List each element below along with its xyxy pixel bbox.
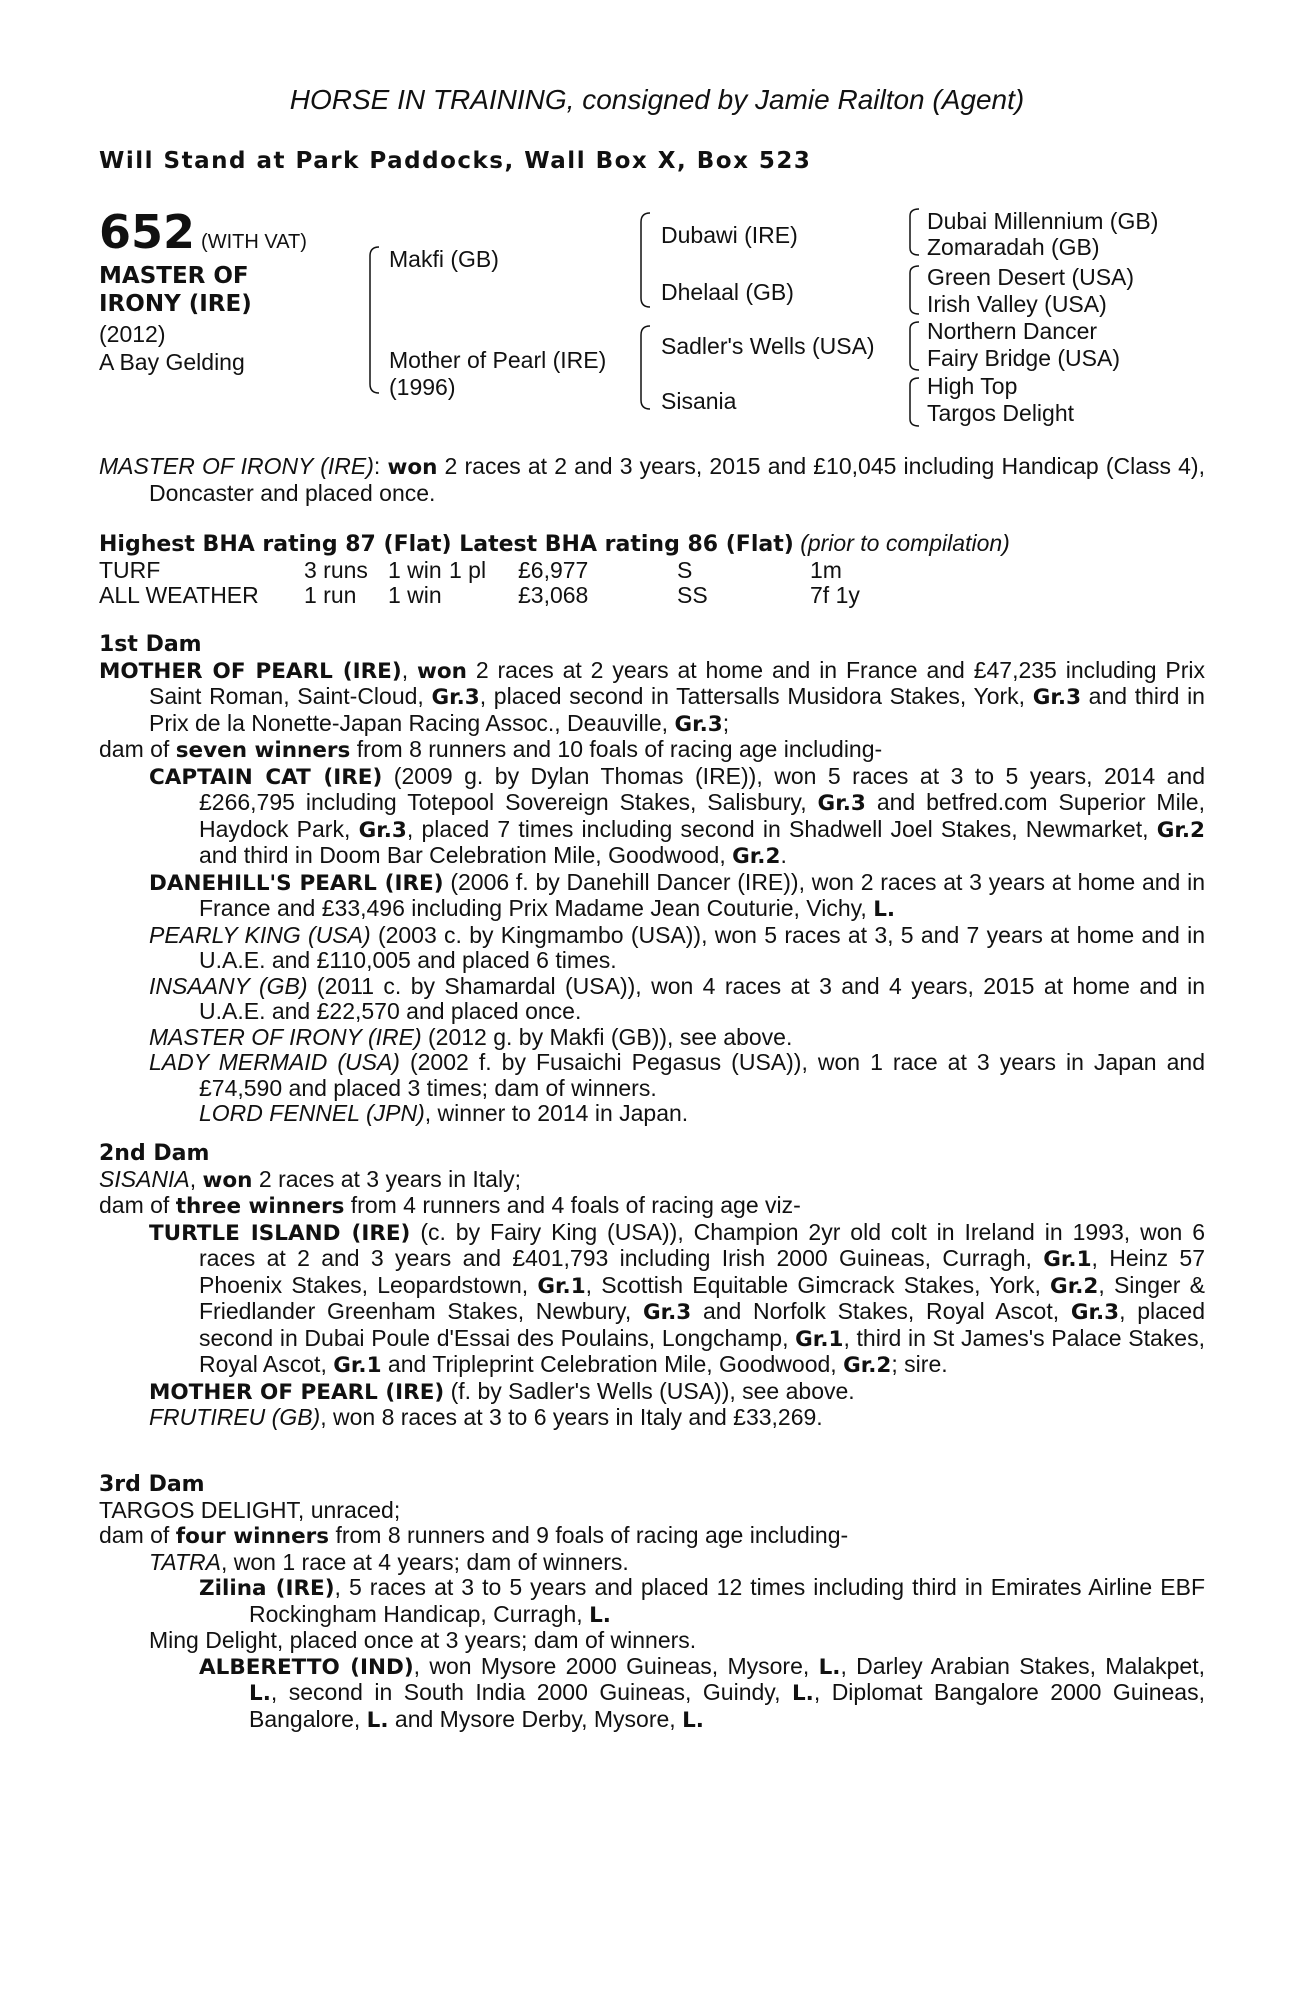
bracket-gen3c — [905, 321, 921, 371]
table-row — [99, 558, 860, 583]
winners-count: seven winners — [175, 738, 351, 763]
grade-label: Gr.2 — [732, 844, 781, 869]
progeny-entry — [99, 1220, 1205, 1379]
progeny-name: PEARLY KING (USA) — [149, 921, 371, 948]
progeny-entry — [99, 1405, 1205, 1431]
progeny-name: FRUTIREU (GB) — [149, 1404, 321, 1430]
progeny-entry — [99, 1050, 1205, 1101]
grade-label: Gr.3 — [817, 791, 866, 816]
grade-label: Gr.1 — [537, 1273, 586, 1299]
progeny-name: MASTER OF IRONY (IRE) — [149, 1023, 422, 1050]
progeny-name: TATRA — [149, 1548, 221, 1575]
horse-description: A Bay Gelding — [99, 349, 245, 375]
consignor-heading: HORSE IN TRAINING, consigned by Jamie Railton (Agent) — [289, 84, 1025, 115]
record-earnings: £3,068 — [518, 581, 589, 608]
record-going: SS — [677, 581, 708, 608]
dam1-text: and third in Prix de la Nonette-Japan Racing Assoc., Deauville, — [149, 683, 1205, 736]
ratings-block — [99, 531, 1205, 608]
lot-number: 652 — [99, 205, 196, 259]
progeny-text: (2003 c. by Kingmambo (USA)), won 5 races at 3, 5 and 7 years at home and in U.A.E. and £110,005 and placed 6 times. — [199, 921, 1205, 973]
progeny-text: and betfred.com Superior Mile, Haydock Park, — [199, 789, 1205, 842]
winners-count: four winners — [175, 1524, 330, 1549]
sire-dam: Dhelaal (GB) — [661, 279, 794, 305]
progeny-entry — [99, 974, 1205, 1025]
sire: Makfi (GB) — [389, 246, 499, 272]
table-row — [99, 583, 860, 608]
record-going: S — [677, 556, 693, 583]
progeny-text: , Diplomat Bangalore 2000 Guineas, Bangalore, — [249, 1679, 1205, 1732]
dam2-name: SISANIA — [99, 1165, 190, 1192]
race-record-table — [99, 558, 860, 608]
progeny-entry — [99, 923, 1205, 974]
grade-label: L. — [818, 1654, 841, 1680]
progeny-text: (2006 f. by Danehill Dancer (IRE)), won 2 races at 3 years at home and in France and £33,496 including Prix Madame Jean Couturie, Vichy, — [199, 868, 1205, 921]
progeny-entry: Ming Delight, placed once at 3 years; dam of winners. — [149, 1627, 697, 1653]
grade-label: Gr.1 — [795, 1326, 844, 1352]
dam1-text: ; — [722, 709, 730, 736]
bracket-gen3b — [905, 265, 921, 315]
summary-horse: MASTER OF IRONY (IRE) — [99, 453, 374, 479]
record-wins: 1 win — [388, 556, 442, 583]
record-runs: 3 runs — [304, 556, 368, 583]
dam2-text: 2 races at 3 years in Italy; — [252, 1165, 521, 1192]
grade-label: Gr.3 — [1032, 685, 1082, 710]
horse-name-line1: MASTER OF — [99, 263, 249, 289]
grade-label: Gr.2 — [1156, 817, 1205, 843]
progeny-text: , Darley Arabian Stakes, Malakpet, — [840, 1652, 1205, 1679]
progeny-entry — [99, 870, 1205, 923]
progeny-entry — [99, 1550, 1205, 1576]
lot-block — [99, 205, 307, 259]
horse-info — [99, 320, 245, 376]
progeny-text: (2012 g. by Makfi (GB)), see above. — [421, 1023, 793, 1050]
dam-of-text: from 4 runners and 4 foals of racing age viz- — [344, 1192, 801, 1218]
gen3-8: Targos Delight — [927, 400, 1075, 426]
foaling-year: (2012) — [99, 321, 166, 347]
dam3-line: TARGOS DELIGHT, unraced; — [99, 1496, 401, 1523]
bracket-gen2b — [636, 325, 652, 410]
progeny-name: ALBERETTO (IND) — [199, 1654, 414, 1680]
horse-name — [99, 262, 329, 318]
progeny-name: DANEHILL'S PEARL (IRE) — [149, 870, 444, 896]
progeny-text: , 5 races at 3 to 5 years and placed 12 times including third in Emirates Airline EBF Rockingham Handicap, Curragh, — [249, 1574, 1205, 1627]
grade-label: L. — [873, 897, 896, 922]
third-dam-section — [99, 1472, 1205, 1733]
dam-sire: Sadler's Wells (USA) — [661, 333, 875, 359]
progeny-text: . — [780, 842, 787, 868]
dam-dam: Sisania — [661, 388, 737, 414]
second-dam-heading: 2nd Dam — [99, 1141, 210, 1166]
grade-label: Gr.2 — [843, 1353, 892, 1378]
grade-label: Gr.3 — [642, 1300, 692, 1325]
gen3-4: Irish Valley (USA) — [927, 291, 1107, 317]
record-placed — [449, 583, 518, 608]
horse-name-line2: IRONY (IRE) — [99, 291, 252, 317]
dam2-won: won — [202, 1167, 253, 1193]
progeny-text: , Singer & Friedlander Greenham Stakes, Newbury, — [199, 1271, 1206, 1324]
gen3-3: Green Desert (USA) — [927, 264, 1135, 290]
grade-label: L. — [249, 1681, 271, 1706]
progeny-entry — [99, 764, 1205, 870]
grade-label: Gr.3 — [1070, 1300, 1120, 1325]
progeny-name: INSAANY (GB) — [149, 972, 308, 999]
progeny-name: LORD FENNEL (JPN) — [199, 1100, 425, 1126]
progeny-text: , third in St James's Palace Stakes, Royal Ascot, — [199, 1324, 1205, 1377]
ratings-note: (prior to compilation) — [800, 530, 1010, 556]
grade-label: Gr.2 — [1050, 1273, 1099, 1299]
bha-ratings: Highest BHA rating 87 (Flat) Latest BHA rating 86 (Flat) — [99, 532, 794, 557]
record-surface: TURF — [99, 556, 161, 583]
progeny-text: (2011 c. by Shamardal (USA)), won 4 races at 3 and 4 years, 2015 at home and in U.A.E. and £22,570 and placed once. — [199, 972, 1205, 1024]
gen3-6: Fairy Bridge (USA) — [927, 345, 1120, 371]
grade-label: L. — [366, 1707, 389, 1733]
grade-label: Gr.3 — [431, 685, 480, 710]
first-dam-heading: 1st Dam — [99, 632, 202, 657]
dam-of-text: from 8 runners and 9 foals of racing age including- — [329, 1522, 849, 1548]
progeny-name: Zilina (IRE) — [199, 1576, 335, 1601]
bracket-gen1 — [365, 246, 381, 394]
progeny-text: , won 8 races at 3 to 6 years in Italy and £33,269. — [320, 1404, 823, 1430]
grade-label: Gr.3 — [358, 817, 407, 843]
progeny-text: and Mysore Derby, Mysore, — [388, 1705, 683, 1732]
dam: Mother of Pearl (IRE) — [389, 347, 607, 373]
progeny-name: MOTHER OF PEARL (IRE) — [149, 1379, 445, 1405]
gen3-2: Zomaradah (GB) — [927, 234, 1100, 260]
dam-of-text: dam of — [99, 1192, 176, 1218]
grade-label: L. — [589, 1602, 611, 1628]
progeny-name: TURTLE ISLAND (IRE) — [149, 1220, 411, 1246]
winners-count: three winners — [175, 1194, 345, 1219]
gen3-1: Dubai Millennium (GB) — [927, 208, 1159, 234]
progeny-text: , placed 7 times including second in Shadwell Joel Stakes, Newmarket, — [406, 815, 1157, 842]
progeny-text: , Scottish Equitable Gimcrack Stakes, York, — [585, 1271, 1051, 1298]
progeny-name: LADY MERMAID (USA) — [149, 1049, 400, 1075]
record-surface: ALL WEATHER — [99, 581, 259, 608]
progeny-text: (2009 g. by Dylan Thomas (IRE)), won 5 races at 3 to 5 years, 2014 and £266,795 including Totepool Sovereign Stakes, Salisbury, — [199, 762, 1205, 815]
grandprogeny-entry — [99, 1101, 1205, 1127]
grade-label: L. — [791, 1681, 814, 1706]
grandprogeny-entry — [99, 1575, 1205, 1628]
record-distance: 7f 1y — [810, 581, 860, 608]
record-distance: 1m — [810, 556, 842, 583]
race-summary — [99, 454, 1205, 506]
grade-label: Gr.1 — [333, 1353, 382, 1378]
dam1-text: 2 races at 2 years at home and in France and £47,235 including Prix Saint Roman, Saint-Cloud, — [149, 656, 1205, 709]
dam1-text: , placed second in Tattersalls Musidora Stakes, York, — [479, 683, 1033, 709]
progeny-entry — [99, 1379, 1205, 1406]
dam2-sep: , — [189, 1165, 203, 1192]
progeny-text: (2002 f. by Fusaichi Pegasus (USA)), won 1 race at 3 years in Japan and £74,590 and placed 3 times; dam of winners. — [199, 1049, 1205, 1101]
sire-sire: Dubawi (IRE) — [661, 222, 798, 248]
grade-label: L. — [682, 1707, 704, 1733]
progeny-text: (c. by Fairy King (USA)), Champion 2yr old colt in Ireland in 1993, won 6 races at 2 and 3 years and £401,793 including Irish 2000 Guineas, Curragh, — [199, 1218, 1206, 1271]
progeny-text: , second in South India 2000 Guineas, Guindy, — [270, 1679, 792, 1705]
bracket-gen3d — [905, 377, 921, 427]
progeny-text: and Tripleprint Celebration Mile, Goodwood, — [381, 1351, 844, 1377]
progeny-text: , won 1 race at 4 years; dam of winners. — [220, 1548, 629, 1575]
progeny-text: , Heinz 57 Phoenix Stakes, Leopardstown, — [199, 1245, 1205, 1298]
gen3-7: High Top — [927, 373, 1018, 399]
progeny-text: ; sire. — [891, 1351, 948, 1377]
vat-note: (WITH VAT) — [201, 231, 307, 253]
dam-of-text: dam of — [99, 1522, 176, 1548]
summary-text: 2 races at 2 and 3 years, 2015 and £10,045 including Handicap (Class 4), Doncaster and placed once. — [149, 453, 1205, 506]
record-placed: 1 pl — [449, 556, 487, 583]
progeny-text: and third in Doom Bar Celebration Mile, Goodwood, — [199, 842, 733, 868]
dam-of-text: from 8 runners and 10 foals of racing age including- — [350, 736, 883, 762]
dam-year: (1996) — [389, 374, 456, 400]
dam1-name: MOTHER OF PEARL (IRE) — [99, 658, 402, 684]
second-dam-section — [99, 1141, 1205, 1431]
record-wins: 1 win — [388, 581, 442, 608]
record-runs: 1 run — [304, 581, 357, 608]
progeny-entry — [99, 1025, 1205, 1051]
grandprogeny-entry — [99, 1654, 1205, 1734]
progeny-text: , winner to 2014 in Japan. — [424, 1100, 689, 1126]
progeny-name: CAPTAIN CAT (IRE) — [149, 764, 383, 790]
summary-won: won — [387, 455, 438, 480]
progeny-text: (f. by Sadler's Wells (USA)), see above. — [444, 1377, 855, 1404]
gen3-5: Northern Dancer — [927, 318, 1098, 344]
grade-label: Gr.1 — [1043, 1247, 1092, 1272]
first-dam-section: 1st Dam MOTHER OF PEARL (IRE), won 2 races at 2 years at home and in France and £47,235 including Prix Saint Roman, Saint-Cloud, Gr.3, placed second in Tattersalls Musidora Stakes, York, Gr.3 and third in Prix de la Nonette-Japan Racing Assoc., Deauville, Gr.3; dam of seven winners from 8 runners and 10 foals of racing age including- CAPTAIN CAT (IRE) (2009 g. by Dylan Thomas (IRE)), won 5 races at 3 to 5 years, 2014 and £266,795 including Totepool Sovereign Stakes, Salisbury, Gr.3 and betfred.com Superior Mile, Haydock Park, Gr.3, placed 7 times including second in Shadwell Joel Stakes, Newmarket, Gr.2 and third in Doom Bar Celebration Mile, Goodwood, Gr.2. DANEHILL'S PEARL (IRE) (2006 f. by Danehill Dancer (IRE)), won 2 races at 3 years at home and in France and £33,496 including Prix Madame Jean Couturie, Vichy, L. PEARLY KING (USA) (2003 c. by Kingmambo (USA)), won 5 races at 3, 5 and 7 years at home and in U.A.E. and £110,005 and placed 6 times. INSAANY (GB) (2011 c. by Shamardal (USA)), won 4 races at 3 and 4 years, 2015 at home and in U.A.E. and £22,570 and placed once. MASTER OF IRONY (IRE) (2012 g. by Makfi (GB)), see above. LADY MERMAID (USA) (2002 f. by Fusaichi Pegasus (USA)), won 1 race at 3 years in Japan and £74,590 and placed 3 times; dam of winners. LORD FENNEL (JPN), winner to 2014 in Japan. — [99, 632, 1205, 1126]
record-earnings: £6,977 — [518, 556, 589, 583]
progeny-text: and Norfolk Stakes, Royal Ascot, — [691, 1298, 1071, 1324]
stand-location: Will Stand at Park Paddocks, Wall Box X, Box 523 — [99, 148, 812, 174]
summary-sep: : — [373, 453, 388, 479]
grade-label: Gr.3 — [674, 711, 723, 737]
third-dam-heading: 3rd Dam — [99, 1472, 205, 1497]
dam1-won: won — [416, 658, 467, 684]
bracket-gen2a — [636, 212, 652, 308]
progeny-text: , placed second in Dubai Poule d'Essai des Poulains, Longchamp, — [199, 1298, 1205, 1351]
dam-of-text: dam of — [99, 736, 176, 762]
bracket-gen3a — [905, 208, 921, 256]
progeny-text: , won Mysore 2000 Guineas, Mysore, — [413, 1652, 819, 1679]
